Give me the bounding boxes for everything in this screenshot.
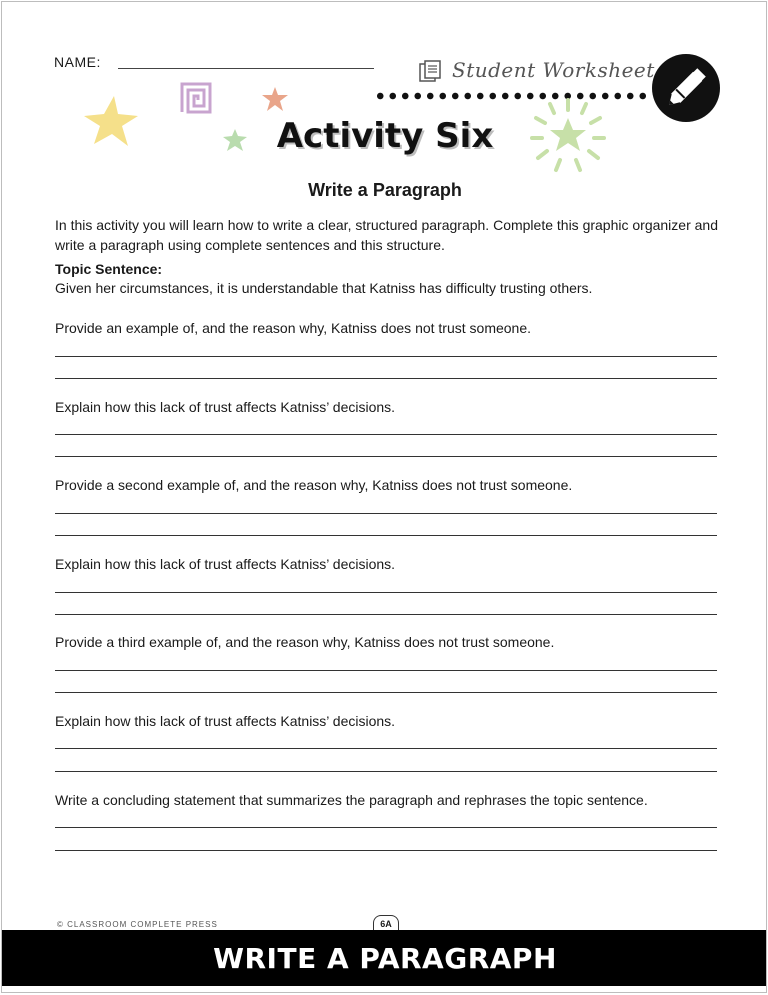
answer-line[interactable] — [55, 670, 717, 671]
answer-line[interactable] — [55, 771, 717, 772]
topic-sentence-label: Topic Sentence: — [55, 261, 163, 277]
answer-line[interactable] — [55, 850, 717, 851]
banner-title: WRITE A PARAGRAPH — [213, 941, 557, 975]
spiral-icon — [178, 80, 214, 121]
answer-line[interactable] — [55, 692, 717, 693]
answer-line[interactable] — [55, 378, 717, 379]
star-icon — [261, 86, 289, 117]
name-field-line[interactable] — [118, 68, 374, 69]
answer-line[interactable] — [55, 614, 717, 615]
prompt-7: Write a concluding statement that summarizes the paragraph and rephrases the topic sentence. — [55, 792, 648, 808]
page-number: 6A — [373, 915, 399, 932]
section-subtitle: Write a Paragraph — [308, 180, 462, 200]
topic-sentence-text: Given her circumstances, it is understandable that Katniss has difficulty trusting others. — [55, 280, 593, 296]
prompt-3: Provide a second example of, and the reason why, Katniss does not trust someone. — [55, 477, 573, 493]
footer-banner — [2, 930, 767, 986]
pencil-icon — [652, 54, 720, 122]
dotted-divider — [374, 92, 652, 100]
name-label: NAME: — [54, 54, 101, 70]
prompt-5: Provide a third example of, and the reason why, Katniss does not trust someone. — [55, 634, 555, 650]
prompt-1: Provide an example of, and the reason why, Katniss does not trust someone. — [55, 320, 532, 336]
prompt-2: Explain how this lack of trust affects Katniss’ decisions. — [55, 399, 396, 415]
prompt-4: Explain how this lack of trust affects Katniss’ decisions. — [55, 556, 396, 572]
prompt-6: Explain how this lack of trust affects Katniss’ decisions. — [55, 713, 396, 729]
student-worksheet-label: Student Worksheet — [452, 58, 655, 82]
answer-line[interactable] — [55, 592, 717, 593]
worksheet-icon — [419, 60, 445, 87]
activity-title: Activity Six — [276, 116, 494, 156]
answer-line[interactable] — [55, 456, 717, 457]
answer-line[interactable] — [55, 827, 717, 828]
answer-line[interactable] — [55, 434, 717, 435]
intro-paragraph: In this activity you will learn how to write a clear, structured paragraph. Complete this graphic organizer and write a paragraph using complete sentences and this structure. — [55, 217, 718, 253]
publisher-credit: © CLASSROOM COMPLETE PRESS — [57, 920, 218, 929]
answer-line[interactable] — [55, 748, 717, 749]
worksheet-page — [1, 1, 767, 993]
answer-line[interactable] — [55, 535, 717, 536]
answer-line[interactable] — [55, 356, 717, 357]
answer-line[interactable] — [55, 513, 717, 514]
